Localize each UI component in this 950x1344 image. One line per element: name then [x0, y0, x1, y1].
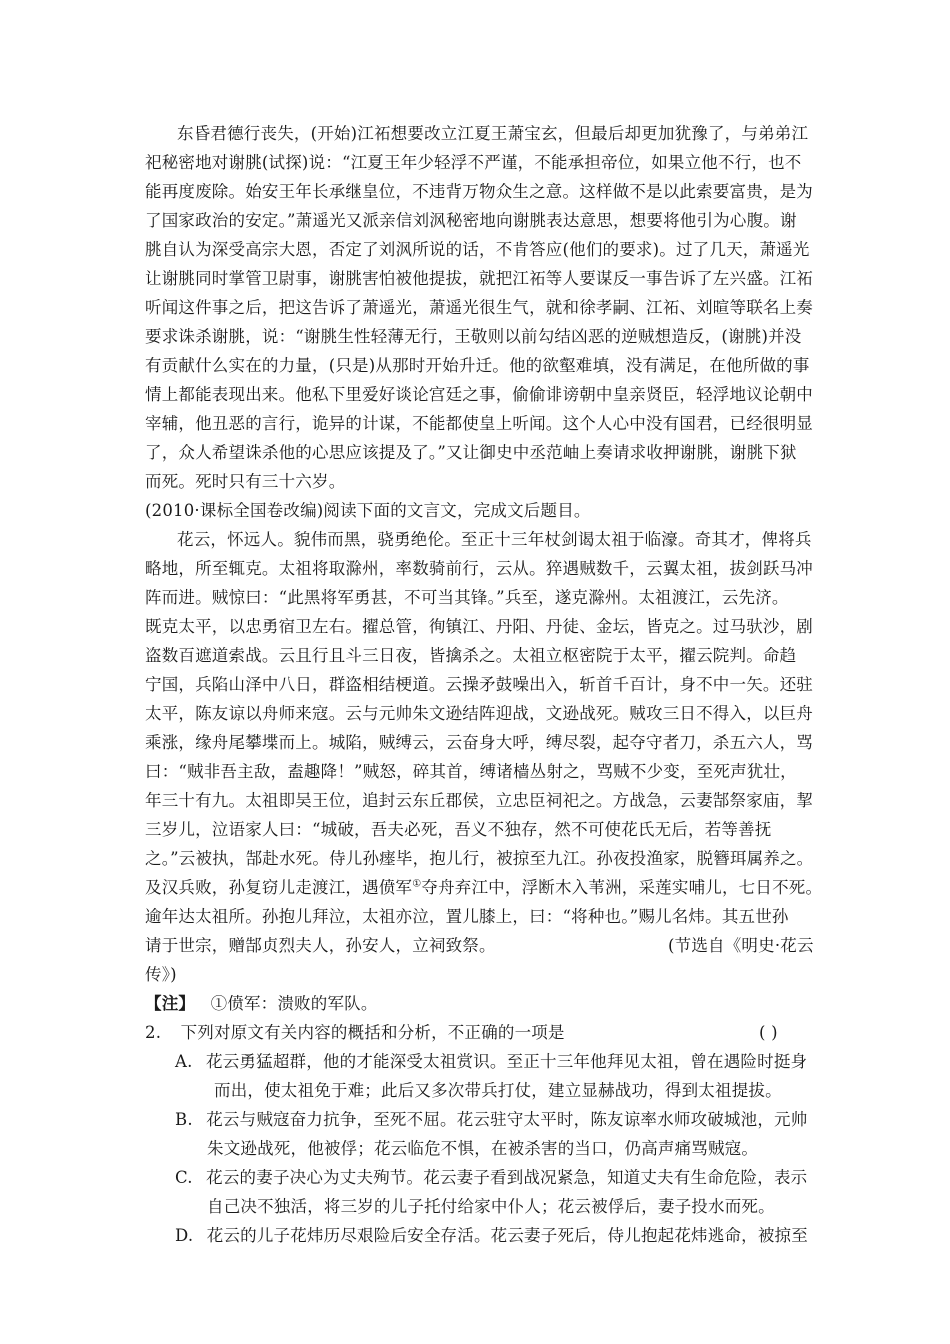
paragraph-line: 要求诛杀谢朓，说：“谢朓生性轻薄无行，王敬则以前勾结凶恶的逆贼想造反，(谢朓)并没 [145, 327, 802, 346]
paragraph-line: 宁国，兵陷山泽中八日，群盗相结梗道。云操矛鼓噪出入，斩首千百计，身不中一矢。还驻 [145, 675, 813, 694]
option-line [175, 1109, 807, 1131]
line-text: 夺舟弃江中，浮断木入苇洲，采莲实哺儿，七日不死。 [421, 878, 823, 897]
paragraph-line: 太平，陈友谅以舟师来寇。云与元帅朱文逊结阵迎战，文逊战死。贼攻三日不得入，以巨舟 [145, 704, 813, 723]
option-line [175, 1225, 808, 1247]
paragraph-line: 情上都能表现出来。他私下里爱好谈论宫廷之事，偷偷诽谤朝中皇亲贤臣，轻浮地议论朝中 [145, 385, 813, 404]
paragraph-line: 了，众人希望诛杀他的心思应该提及了。”又让御史中丞范岫上奏请求收押谢朓，谢朓下狱 [145, 443, 797, 462]
option-text-cont: 朱文逊战死，他被俘；花云临危不惧，在被杀害的当口，仍高声痛骂贼寇。 [207, 1139, 759, 1158]
option-text-cont: 自己决不独活，将三岁的儿子托付给家中仆人；花云被俘后，妻子投水而死。 [207, 1197, 775, 1216]
paragraph-line: 祀秘密地对谢朓(试探)说：“江夏王年少轻浮不严谨，不能承担帝位，如果立他不行，也不 [145, 153, 802, 172]
paragraph-line: 乘涨，缘舟尾攀堞而上。城陷，贼缚云，云奋身大呼，缚尽裂，起夺守者刀，杀五六人，骂 [145, 733, 813, 752]
line-text: 请于世宗，赠郜贞烈夫人，孙安人，立祠致祭。 [145, 936, 496, 955]
paragraph-line: 让谢朓同时掌管卫尉事，谢朓害怕被他提拔，就把江祏等人要谋反一事告诉了左兴盛。江祏 [145, 269, 813, 288]
source-citation-end: 传》) [145, 965, 177, 984]
paragraph-line: 花云，怀远人。貌伟而黑，骁勇绝伦。至正十三年杖剑谒太祖于临濠。奇其才，俾将兵 [177, 530, 812, 549]
answer-blank[interactable]: ( ) [759, 1023, 778, 1042]
paragraph-line: 东昏君德行丧失，(开始)江祏想要改立江夏王萧宝玄，但最后却更加犹豫了，与弟弟江 [177, 124, 809, 143]
footnote [145, 993, 378, 1015]
paragraph-line: 而死。死时只有三十六岁。 [145, 472, 346, 491]
paragraph-line: 盗数百遮道索战。云且行且斗三日夜，皆擒杀之。太祖立枢密院于太平，擢云院判。命趋 [145, 646, 797, 665]
paragraph-line: 之。”云被执，郜赴水死。侍儿孙瘗毕，抱儿行，被掠至九江。孙夜投渔家，脱簪珥属养之。 [145, 849, 814, 868]
option-label: D. [175, 1226, 194, 1245]
paragraph-line: 能再度废除。始安王年长承继皇位，不违背万物众生之意。这样做不是以此索要富贵，是为 [145, 182, 813, 201]
option-text-cont: 而出，使太祖免于难；此后又多次带兵打仗，建立显赫战功，得到太祖提拔。 [214, 1081, 782, 1100]
paragraph-line: 有贡献什么实在的力量，(只是)从那时开始升迁。他的欲壑难填，没有满足，在他所做的事 [145, 356, 810, 375]
option-text: 花云的妻子决心为丈夫殉节。花云妻子看到战况紧急，知道丈夫有生命危险，表示 [206, 1168, 808, 1187]
option-text: 花云的儿子花炜历尽艰险后安全存活。花云妻子死后，侍儿抱起花炜逃命，被掠至 [206, 1226, 808, 1245]
paragraph-line: 三岁儿，泣语家人曰：“城破，吾夫必死，吾义不独存，然不可使花氏无后，若等善抚 [145, 820, 772, 839]
paragraph-line: 年三十有九。太祖即吴王位，追封云东丘郡侯，立忠臣祠祀之。方战急，云妻郜祭家庙，挈 [145, 791, 813, 810]
question-stem-line [145, 1022, 778, 1044]
option-text: 花云勇猛超群，他的才能深受太祖赏识。至正十三年他拜见太祖，曾在遇险时挺身 [206, 1052, 808, 1071]
option-label: A. [175, 1052, 193, 1071]
paragraph-line: 宰辅，他丑恶的言行，诡异的计谋，不能都使皇上听闻。这个人心中没有国君，已经很明显 [145, 414, 813, 433]
option-line [175, 1167, 807, 1189]
paragraph-line: 既克太平，以忠勇宿卫左右。擢总管，徇镇江、丹阳、丹徒、金坛，皆克之。过马驮沙，剧 [145, 617, 813, 636]
option-text: 花云与贼寇奋力抗争，至死不屈。花云驻守太平时，陈友谅率水师攻破城池，元帅 [206, 1110, 808, 1129]
paragraph-line: 阵而进。贼惊曰：“此黑将军勇甚，不可当其锋。”兵至，遂克滁州。太祖渡江，云先济。 [145, 588, 789, 607]
exam-intro: (2010·课标全国卷改编)阅读下面的文言文，完成文后题目。 [145, 501, 591, 520]
paragraph-line: 朓自认为深受高宗大恩，否定了刘沨所说的话，不肯答应(他们的要求)。过了几天，萧遥光 [145, 240, 810, 259]
note-text: ①偾军：溃败的军队。 [210, 994, 378, 1013]
paragraph-line-footnote [145, 877, 822, 899]
option-label: B. [175, 1110, 193, 1129]
note-label: 【注】 [145, 994, 196, 1013]
paragraph-line: 逾年达太祖所。孙抱儿拜泣，太祖亦泣，置儿膝上，曰：“将种也。”赐儿名炜。其五世孙 [145, 907, 789, 926]
line-text: 及汉兵败，孙复窃儿走渡江，遇偾军 [145, 878, 413, 897]
paragraph-line: 略地，所至辄克。太祖将取滁州，率数骑前行，云从。猝遇贼数千，云翼太祖，拔剑跃马冲 [145, 559, 813, 578]
paragraph-line [145, 935, 814, 957]
paragraph-line: 曰：“贼非吾主敌，盍趣降！”贼怒，碎其首，缚诸樯丛射之，骂贼不少变，至死声犹壮， [145, 762, 797, 781]
option-label: C. [175, 1168, 193, 1187]
question-stem: 下列对原文有关内容的概括和分析，不正确的一项是 [180, 1023, 565, 1042]
footnote-ref-mark: ① [412, 878, 422, 890]
question-number: 2. [145, 1023, 162, 1042]
source-citation: (节选自《明史·花云 [668, 936, 814, 955]
paragraph-line: 了国家政治的安定。”萧遥光又派亲信刘沨秘密地向谢朓表达意思，想要将他引为心腹。谢 [145, 211, 797, 230]
paragraph-line: 听闻这件事之后，把这告诉了萧遥光，萧遥光很生气，就和徐孝嗣、江祏、刘暄等联名上奏 [145, 298, 813, 317]
option-line [175, 1051, 807, 1073]
